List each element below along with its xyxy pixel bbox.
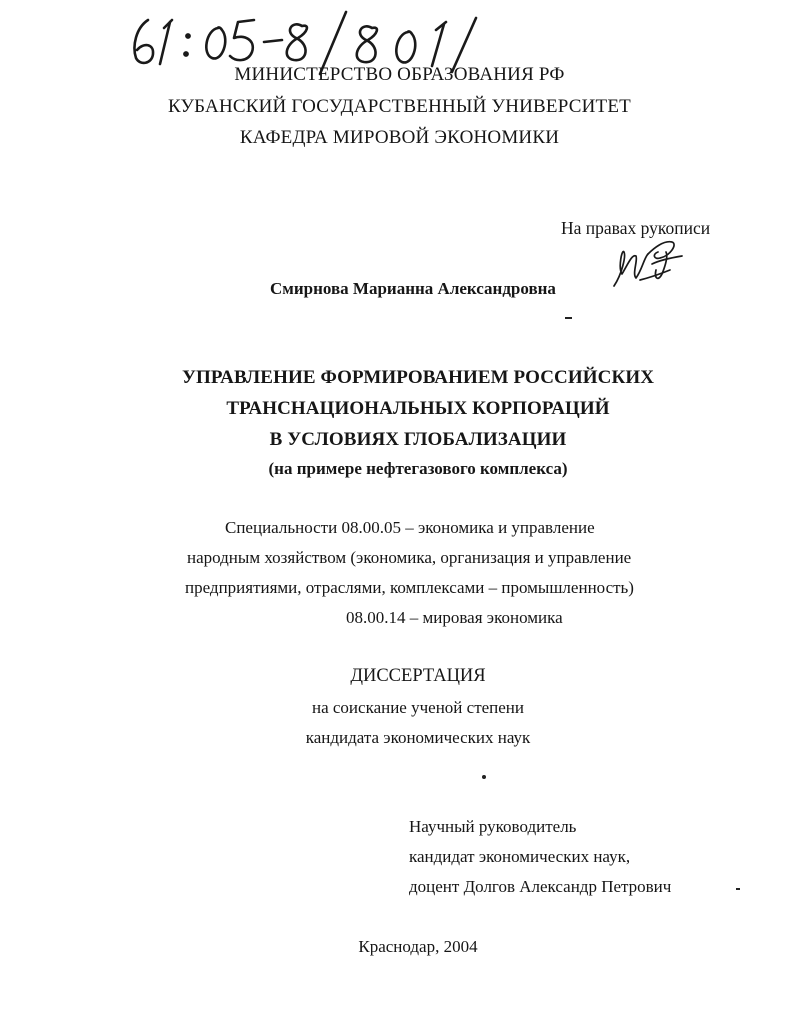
specialty-line-3: предприятиями, отраслями, комплексами – промышленность): [185, 578, 634, 597]
city-year: Краснодар, 2004: [358, 937, 478, 956]
specialty-line-1: Специальности 08.00.05 – экономика и управление: [225, 518, 595, 537]
title-line-2: ТРАНСНАЦИОНАЛЬНЫХ КОРПОРАЦИЙ: [226, 398, 610, 419]
university-name: КУБАНСКИЙ ГОСУДАРСТВЕННЫЙ УНИВЕРСИТЕТ: [168, 96, 631, 117]
specialty-line-4: 08.00.14 – мировая экономика: [346, 608, 563, 627]
advisor-role: Научный руководитель: [409, 817, 577, 836]
handwritten-signature: [608, 234, 686, 292]
stray-mark: [565, 317, 572, 319]
department-name: КАФЕДРА МИРОВОЙ ЭКОНОМИКИ: [239, 127, 560, 148]
degree-purpose-line-1: на соискание ученой степени: [311, 698, 525, 717]
title-subtitle: (на примере нефтегазового комплекса): [268, 459, 568, 478]
degree-purpose-line-2: кандидата экономических наук: [305, 728, 531, 747]
stray-mark-right: [736, 888, 740, 890]
title-line-1: УПРАВЛЕНИЕ ФОРМИРОВАНИЕМ РОССИЙСКИХ: [181, 367, 655, 388]
title-line-3: В УСЛОВИЯХ ГЛОБАЛИЗАЦИИ: [269, 429, 567, 450]
manuscript-rights-note: На правах рукописи: [561, 218, 711, 238]
stray-dot: [482, 775, 486, 779]
work-type: ДИССЕРТАЦИЯ: [350, 666, 486, 686]
ministry-name: МИНИСТЕРСТВО ОБРАЗОВАНИЯ РФ: [234, 64, 565, 85]
specialty-line-2: народным хозяйством (экономика, организация и управление: [187, 548, 632, 567]
advisor-name: доцент Долгов Александр Петрович: [409, 877, 672, 896]
author-name: Смирнова Марианна Александровна: [270, 279, 556, 298]
advisor-degree: кандидат экономических наук,: [409, 847, 631, 866]
